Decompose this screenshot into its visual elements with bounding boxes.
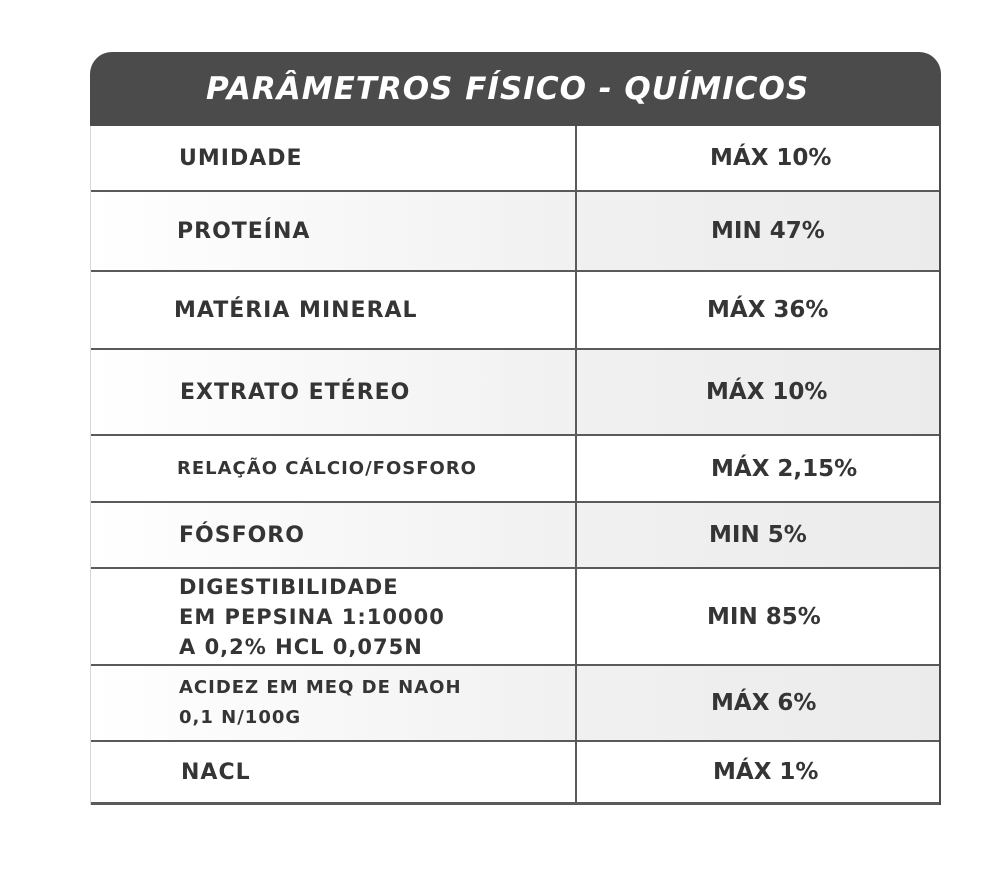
table-row — [91, 126, 939, 192]
table-row — [91, 742, 939, 805]
table-row — [91, 192, 939, 272]
parameter-label: EXTRATO ETÉREO — [180, 379, 411, 405]
value-cell: MÁX 10% — [706, 379, 828, 405]
parameter-cell — [91, 272, 577, 348]
value-cell: MÁX 1% — [713, 759, 819, 785]
value-cell: MÁX 6% — [711, 690, 817, 716]
table-row — [91, 569, 939, 666]
parameter-cell — [91, 126, 577, 190]
value-cell: MIN 5% — [709, 522, 807, 548]
value-cell: MÁX 2,15% — [711, 455, 858, 482]
parameter-label: 0,1 N/100G — [179, 707, 302, 728]
parameters-table-card — [90, 52, 941, 805]
parameter-label: FÓSFORO — [179, 522, 305, 548]
parameter-cell — [91, 503, 577, 567]
parameters-table — [90, 126, 941, 805]
value-cell: MIN 47% — [711, 218, 825, 244]
parameter-label: A 0,2% HCL 0,075N — [179, 634, 423, 659]
parameter-label: PROTEÍNA — [177, 218, 311, 244]
table-row — [91, 272, 939, 350]
parameter-label: MATÉRIA MINERAL — [174, 297, 418, 323]
value-cell: MÁX 36% — [707, 297, 829, 323]
parameter-label: RELAÇÃO CÁLCIO/FOSFORO — [177, 458, 477, 479]
table-row — [91, 666, 939, 742]
parameter-cell — [91, 666, 577, 740]
parameter-label: UMIDADE — [179, 145, 303, 171]
table-row — [91, 503, 939, 569]
parameter-label: ACIDEZ EM MEQ DE NAOH — [179, 677, 462, 698]
parameter-label: DIGESTIBILIDADE — [179, 574, 399, 599]
parameter-cell — [91, 192, 577, 270]
parameter-cell — [91, 742, 577, 802]
parameter-cell — [91, 436, 577, 501]
table-row — [91, 350, 939, 436]
table-row — [91, 436, 939, 503]
value-cell: MIN 85% — [707, 603, 821, 630]
table-title: PARÂMETROS FÍSICO - QUÍMICOS — [206, 71, 810, 107]
parameter-label: EM PEPSINA 1:10000 — [179, 604, 445, 629]
parameter-cell — [91, 569, 577, 664]
table-header — [90, 52, 941, 126]
value-cell: MÁX 10% — [710, 145, 832, 171]
parameter-label: NACL — [181, 759, 251, 785]
parameter-cell — [91, 350, 577, 434]
